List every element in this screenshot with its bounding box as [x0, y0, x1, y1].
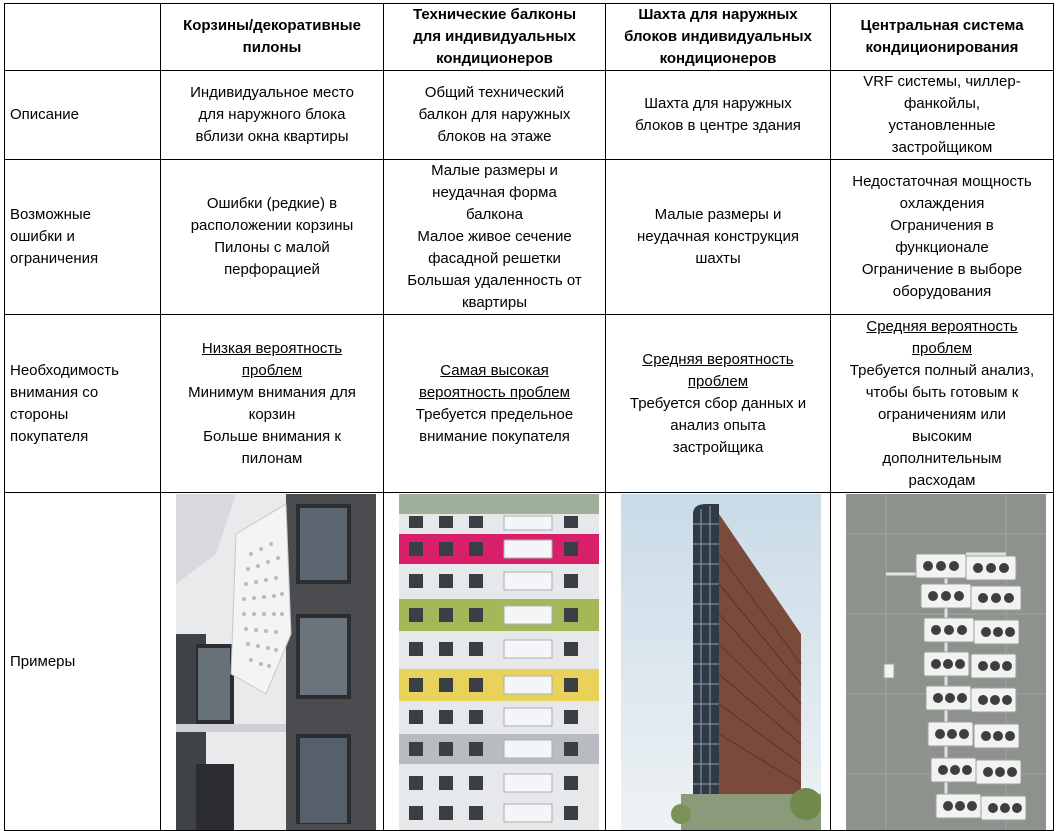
text-line: ошибки и [10, 228, 75, 245]
text-line: шахты [695, 250, 741, 267]
text-line: оборудования [892, 283, 992, 300]
text-line: корзин [248, 405, 296, 423]
text-line: перфорацией [224, 261, 320, 278]
text-line: Шахта для наружных [644, 95, 792, 112]
underlined-text-line: Самая высокая [440, 361, 549, 379]
text-line: блоков в центре здания [635, 117, 801, 134]
example-photo-shaft-cell [606, 493, 831, 831]
text-line: неудачная форма [432, 184, 557, 201]
text-line: Требуется сбор данных и [629, 394, 807, 412]
text-line: ограничениям или [877, 405, 1007, 423]
text-line: Центральная система [860, 17, 1024, 34]
text-line: кондиционирования [865, 39, 1019, 56]
text-line: Малые размеры и [654, 206, 782, 223]
example-photo-baskets-cell [161, 493, 384, 831]
cell-limitations-balconies [384, 160, 606, 315]
text-line: Малое живое сечение [417, 228, 572, 245]
header-central [831, 4, 1054, 71]
text-line: VRF системы, чиллер- [863, 73, 1021, 90]
text-line: Шахта для наружных [638, 6, 798, 23]
text-line: Ограничение в выборе [861, 261, 1023, 278]
text-line: внимания со [10, 383, 99, 401]
text-line: высоким [911, 427, 972, 445]
text-line: Минимум внимания для [188, 383, 356, 401]
row-limitations [5, 160, 1054, 315]
underlined-text-line: проблем [241, 361, 303, 379]
tower-building-photo [621, 494, 821, 830]
text-line: Больше внимания к [203, 427, 341, 445]
text-line: Описание [10, 106, 80, 123]
row-description [5, 71, 1054, 160]
text-line: фасадной решетки [428, 250, 561, 267]
text-line: пилоны [242, 39, 302, 56]
text-line: балкона [465, 206, 524, 223]
text-line: покупателя [10, 427, 89, 445]
cell-attention-balconies [384, 315, 606, 493]
text-line: Пилоны с малой [214, 239, 330, 256]
underlined-text-line: Средняя вероятность [642, 350, 794, 368]
text-line: кондиционеров [436, 50, 553, 67]
cell-limitations-central [831, 160, 1054, 315]
header-row [5, 4, 1054, 71]
cell-attention-shaft [606, 315, 831, 493]
text-line: функционале [895, 239, 989, 256]
underlined-text-line: проблем [911, 339, 973, 357]
text-line: стороны [10, 405, 69, 423]
text-line: для наружного блока [198, 106, 346, 123]
balcony-facade-photo [399, 494, 599, 830]
text-line: для индивидуальных [413, 28, 576, 45]
text-line: расположении корзины [190, 217, 354, 234]
cell-description-balconies [384, 71, 606, 160]
text-line: Недостаточная мощность [852, 173, 1032, 190]
cell-attention-central [831, 315, 1054, 493]
text-line: Ошибки (редкие) в [206, 195, 338, 212]
text-line: Индивидуальное место [190, 84, 354, 101]
text-line: Большая удаленность от [407, 272, 582, 289]
cell-description-baskets [161, 71, 384, 160]
text-line: Малые размеры и [431, 162, 558, 179]
text-line: фанкойлы, [903, 95, 981, 112]
text-line: пилонам [241, 449, 303, 467]
underlined-text-line: вероятность проблем [419, 383, 570, 401]
cell-limitations-baskets [161, 160, 384, 315]
text-line: Технические балконы [412, 6, 577, 23]
text-line: Примеры [10, 652, 76, 670]
underlined-text-line: Низкая вероятность [201, 339, 343, 357]
pylon-facade-photo [176, 494, 376, 830]
text-line: внимание покупателя [419, 427, 570, 445]
header-baskets [161, 4, 384, 71]
text-line: Требуется предельное [415, 405, 574, 423]
text-line: Общий технический [424, 84, 565, 101]
row-label-limitations [5, 160, 161, 315]
cell-limitations-shaft [606, 160, 831, 315]
text-line: Корзины/декоративные [183, 17, 361, 34]
text-line: неудачная конструкция [636, 228, 799, 245]
header-shaft [606, 4, 831, 71]
underlined-text-line: Средняя вероятность [866, 317, 1018, 335]
row-examples [5, 493, 1054, 831]
header-balconies [384, 4, 606, 71]
row-label-attention [5, 315, 161, 493]
text-line: Ограничения в [890, 217, 994, 234]
text-line: Требуется полный анализ, [849, 361, 1035, 379]
rooftop-units-photo [846, 494, 1046, 830]
example-photo-central-cell [831, 493, 1054, 831]
row-label-examples [5, 493, 161, 831]
text-line: анализ опыта [670, 416, 766, 434]
cell-attention-baskets [161, 315, 384, 493]
text-line: расходам [908, 471, 976, 489]
row-attention [5, 315, 1054, 493]
text-line: Необходимость [10, 361, 119, 379]
comparison-table [4, 3, 1054, 831]
text-line: Возможные [10, 206, 91, 223]
header-empty [5, 4, 161, 71]
text-line: охлаждения [899, 195, 985, 212]
underlined-text-line: проблем [687, 372, 749, 390]
text-line: установленные [888, 117, 996, 134]
text-line: балкон для наружных [418, 106, 571, 123]
text-line: блоков на этаже [437, 128, 552, 145]
cell-description-central [831, 71, 1054, 160]
text-line: застройщика [672, 438, 764, 456]
text-line: блоков индивидуальных [624, 28, 812, 45]
text-line: квартиры [461, 294, 528, 311]
cell-description-shaft [606, 71, 831, 160]
text-line: дополнительным [882, 449, 1002, 467]
row-label-description [5, 71, 161, 160]
text-line: кондиционеров [659, 50, 777, 67]
text-line: ограничения [10, 250, 99, 267]
text-line: застройщиком [891, 139, 993, 156]
example-photo-balconies-cell [384, 493, 606, 831]
text-line: чтобы быть готовым к [865, 383, 1019, 401]
text-line: вблизи окна квартиры [195, 128, 349, 145]
